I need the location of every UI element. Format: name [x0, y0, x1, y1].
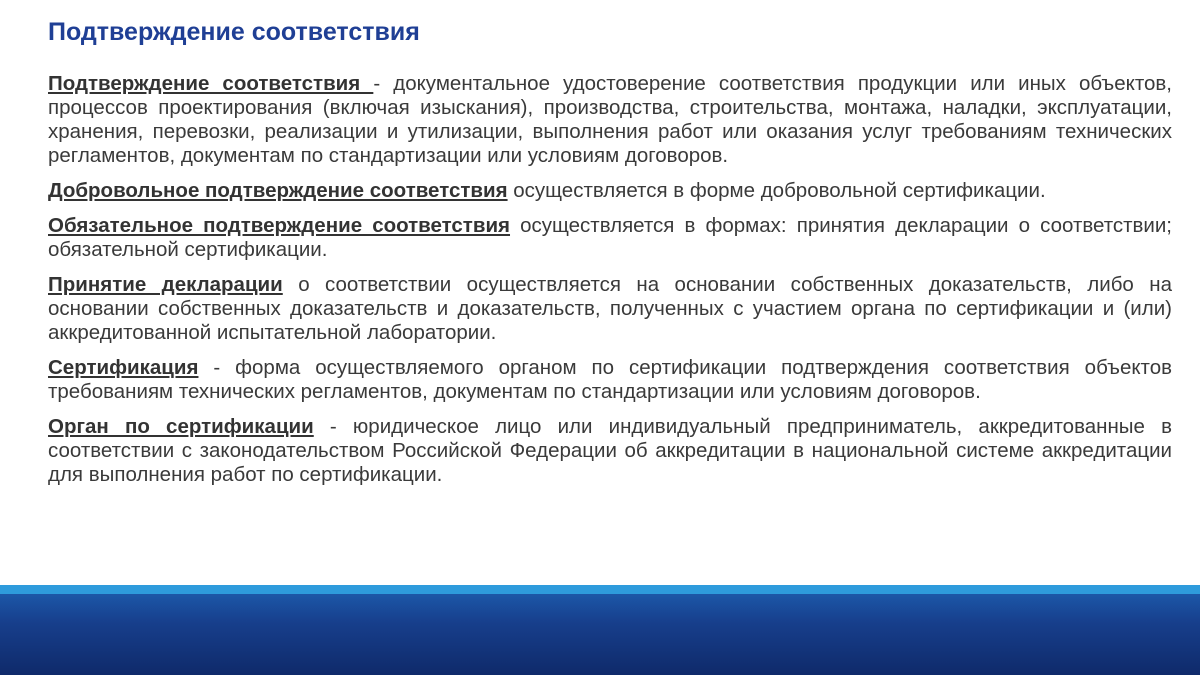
footer-dark-band: [0, 594, 1200, 675]
definition-text: - форма осуществляемого органом по сертификации подтверждения соответствия объектов требованиям технических регламентов, документам по стандартизации или условиям договоров.: [48, 356, 1172, 403]
definition-term: Принятие декларации: [48, 273, 283, 296]
definition-paragraph: [48, 214, 1172, 262]
slide-title: Подтверждение соответствия: [48, 18, 420, 46]
footer-band: [0, 585, 1200, 675]
footer-accent-stripe: [0, 585, 1200, 594]
definition-paragraph: [48, 273, 1172, 345]
definition-text: - документальное удостоверение соответствия продукции или иных объектов, процессов проектирования (включая изыскания), производства, строительства, монтажа, наладки, эксплуатации, хранения, перевозки, реализации и утилизации, выполнения работ или оказания услуг требованиям технических регламентов, документам по стандартизации или условиям договоров.: [48, 72, 1172, 167]
definition-paragraph: [48, 356, 1172, 404]
definition-paragraph: [48, 179, 1172, 203]
definition-paragraph: [48, 415, 1172, 487]
definition-text: - юридическое лицо или индивидуальный предприниматель, аккредитованные в соответствии с законодательством Российской Федерации об аккредитации в национальной системе аккредитации для выполнения работ по сертификации.: [48, 415, 1172, 486]
definition-term: Подтверждение соответствия: [48, 72, 374, 95]
definition-text: осуществляется в форме добровольной сертификации.: [507, 179, 1046, 202]
definition-term: Обязательное подтверждение соответствия: [48, 214, 511, 237]
definition-text: осуществляется в формах: принятия декларации о соответствии; обязательной сертификации.: [48, 214, 1172, 261]
definition-term: Добровольное подтверждение соответствия: [48, 179, 508, 202]
definition-text: о соответствии осуществляется на основании собственных доказательств, либо на основании собственных доказательств и доказательств, полученных с участием органа по сертификации и (или) аккредитованной испытательной лаборатории.: [48, 273, 1172, 344]
definition-term: Сертификация: [48, 356, 199, 379]
definitions-content: [48, 72, 1172, 498]
definition-term: Орган по сертификации: [48, 415, 314, 438]
definition-paragraph: [48, 72, 1172, 168]
